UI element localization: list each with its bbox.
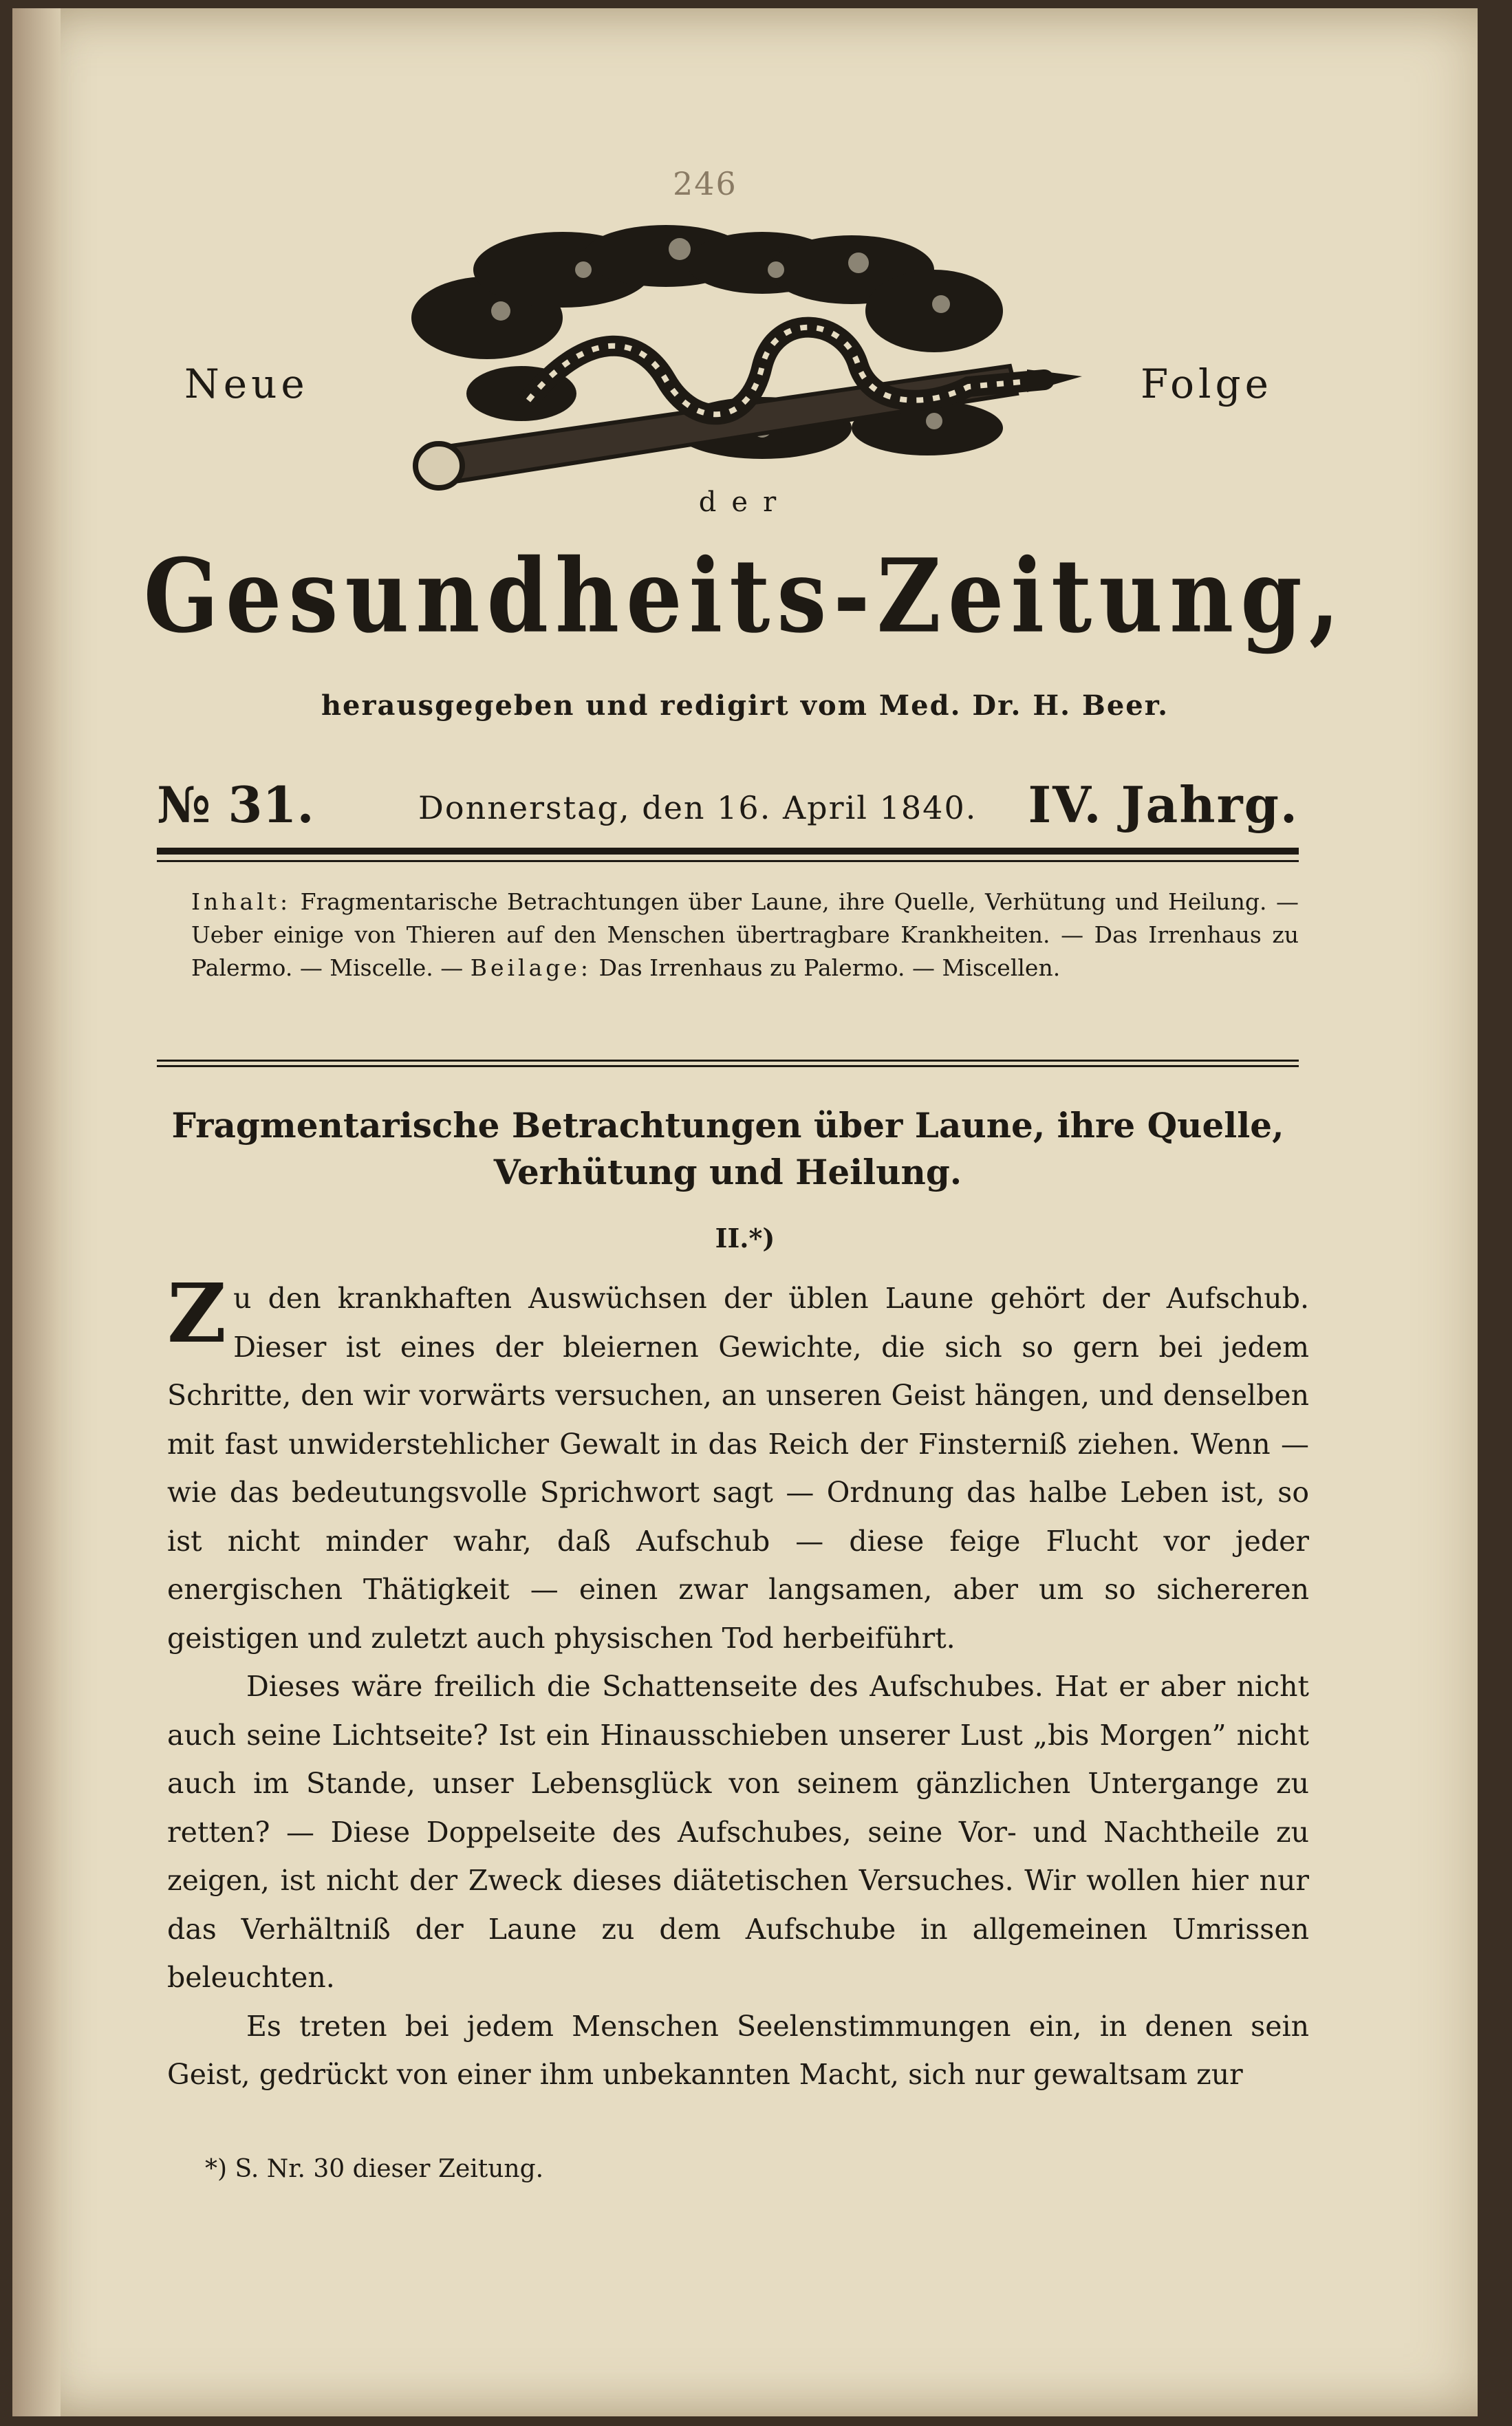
article-title-line2: Verhütung und Heilung. [493, 1152, 962, 1192]
table-of-contents [191, 885, 1299, 985]
page-spine-shadow [12, 8, 61, 2416]
issue-date: Donnerstag, den 16. April 1840. [418, 789, 978, 826]
rule-thick-top [157, 848, 1299, 855]
editor-line: herausgegeben und redigirt vom Med. Dr. H. Beer. [321, 689, 1169, 722]
supplement-text: Das Irrenhaus zu Palermo. — Miscellen. [598, 954, 1061, 981]
label-folge: Folge [1141, 361, 1273, 407]
issue-line [157, 775, 1299, 837]
contents-text: Fragmentarische Betrachtungen über Laune, ihre Quelle, Verhütung und Heilung. — Ueber einige von Thieren auf den Menschen übertragbare Krankheiten. — Das Irrenhaus zu Palermo. — Miscelle. — [191, 888, 1299, 981]
paragraph-text: u den krankhaften Auswüchsen der üblen Laune gehört der Aufschub. Dieser ist eines der bleiernen Gewichte, die sich so gern bei jedem Schritte, den wir vorwärts versuchen, an unseren Geist hängen, und denselben mit fast unwiderstehlicher Gewalt in das Reich der Finsterniß ziehen. Wenn — wie das bedeutungsvolle Sprichwort sagt — Ordnung das halbe Leben ist, so ist nicht minder wahr, daß Aufschub — diese feige Flucht vor jeder energischen Thätigkeit — einen zwar langsamen, aber um so sichereren geistigen und zuletzt auch physischen Tod herbeiführt. [167, 1282, 1309, 1655]
rule-thin-bottom [157, 1060, 1299, 1062]
supplement-label: Beilage: [470, 954, 592, 981]
drop-cap: Z [167, 1265, 227, 1361]
issue-number: № 31. [157, 775, 314, 834]
contents-label: Inhalt: [191, 888, 292, 915]
masthead-title: Gesundheits-Zeitung, [143, 537, 1347, 656]
page-number: 246 [673, 165, 737, 202]
newspaper-page [12, 8, 1478, 2416]
rule-thin-top [157, 860, 1299, 862]
article-body [167, 1265, 1309, 2099]
article-title [157, 1102, 1299, 1196]
connector-der: der [698, 486, 792, 518]
label-neue: Neue [184, 361, 309, 407]
article-part: II.*) [715, 1223, 775, 1254]
footnote: *) S. Nr. 30 dieser Zeitung. [205, 2155, 544, 2183]
issue-year: IV. Jahrg. [1028, 775, 1299, 834]
paragraph [167, 1265, 1309, 1662]
paragraph: Es treten bei jedem Menschen Seelenstimmungen ein, in denen sein Geist, gedrückt von einer ihm unbekannten Macht, sich nur gewaltsam zur [167, 2009, 1309, 2091]
article-title-line1: Fragmentarische Betrachtungen über Laune, ihre Quelle, [171, 1105, 1284, 1146]
paragraph: Dieses wäre freilich die Schattenseite des Aufschubes. Hat er aber nicht auch seine Lichtseite? Ist ein Hinausschieben unserer Lust „bis Morgen” nicht auch im Stande, unser Lebensglück von seinem gänzlichen Untergange zu retten? — Diese Doppelseite des Aufschubes, seine Vor- und Nachtheile zu zeigen, ist nicht der Zweck dieses diätetischen Versuches. Wir wollen hier nur das Verhältniß der Laune zu dem Aufschube in allgemeinen Umrissen beleuchten. [167, 1670, 1309, 1994]
tree-serpent-vignette [404, 222, 1092, 511]
rule-thin-bottom-2 [157, 1065, 1299, 1067]
